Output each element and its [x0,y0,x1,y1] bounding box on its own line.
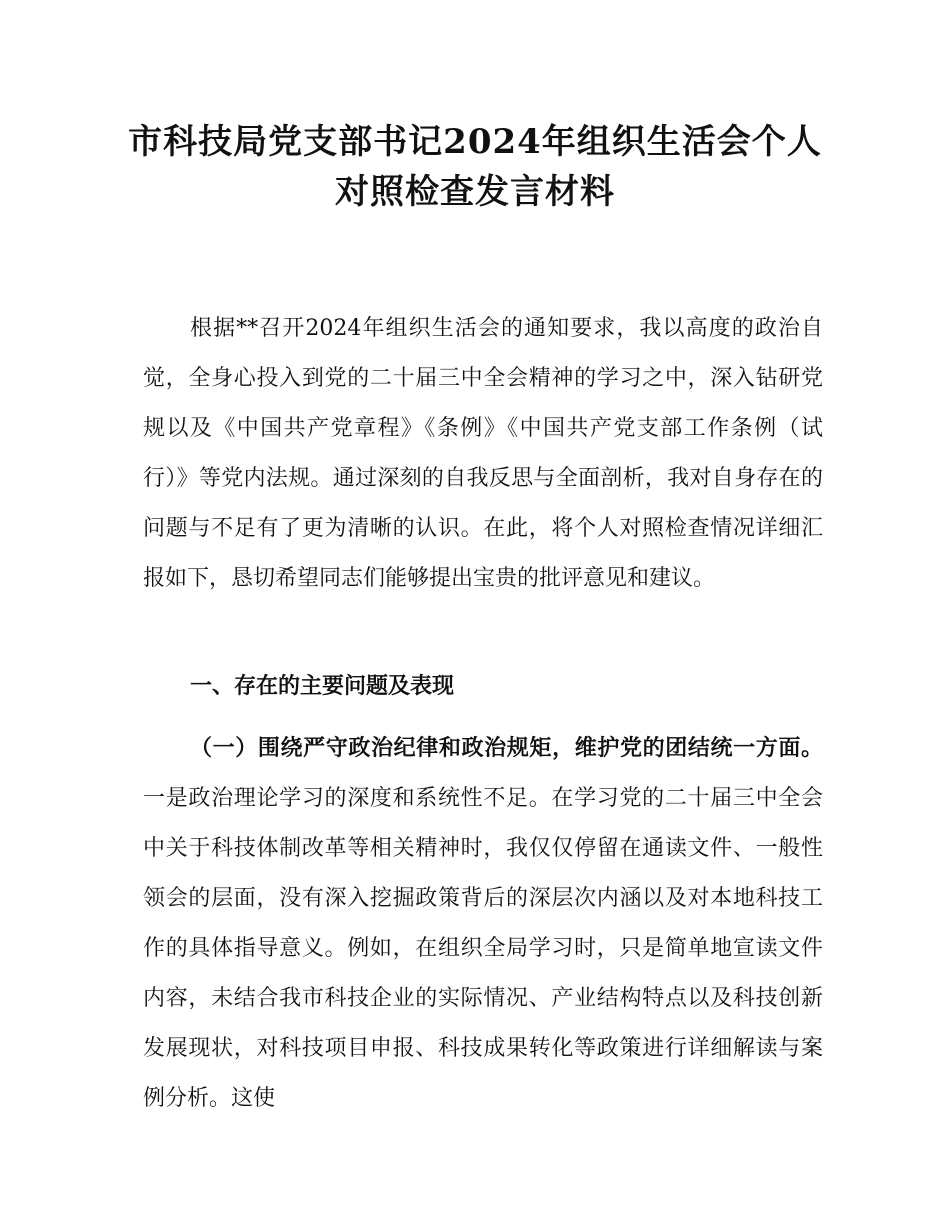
subsection-text-1: 一是政治理论学习的深度和系统性不足。在学习党的二十届三中全会中关于科技体制改革等相关精神时，我仅仅停留在通读文件、一般性领会的层面，没有深入挖掘政策背后的深层次内涵以及对本地科技工作的具体指导意义。例如，在组织全局学习时，只是简单地宣读文件内容，未结合我市科技企业的实际情况、产业结构特点以及科技创新发展现状，对科技项目申报、科技成果转化等政策进行详细解读与案例分析。这使 [143,786,823,1111]
section-heading-1: 一、存在的主要问题及表现 [190,674,455,699]
document-title-line-2: 对照检查发言材料 [335,172,615,212]
subsection-paragraph-1 [143,724,823,1124]
intro-paragraph: 根据**召开2024年组织生活会的通知要求，我以高度的政治自觉，全身心投入到党的二十届三中全会精神的学习之中，深入钻研党规以及《中国共产党章程》《条例》《中国共产党支部工作条例（试行）》等党内法规。通过深刻的自我反思与全面剖析，我对自身存在的问题与不足有了更为清晰的认识。在此，将个人对照检查情况详细汇报如下，恳切希望同志们能够提出宝贵的批评意见和建议。 [143,316,823,591]
document-title-line-1: 市科技局党支部书记2024年组织生活会个人 [128,122,822,162]
subsection-heading-1: （一）围绕严守政治纪律和政治规矩，维护党的团结统一方面。 [190,736,823,761]
